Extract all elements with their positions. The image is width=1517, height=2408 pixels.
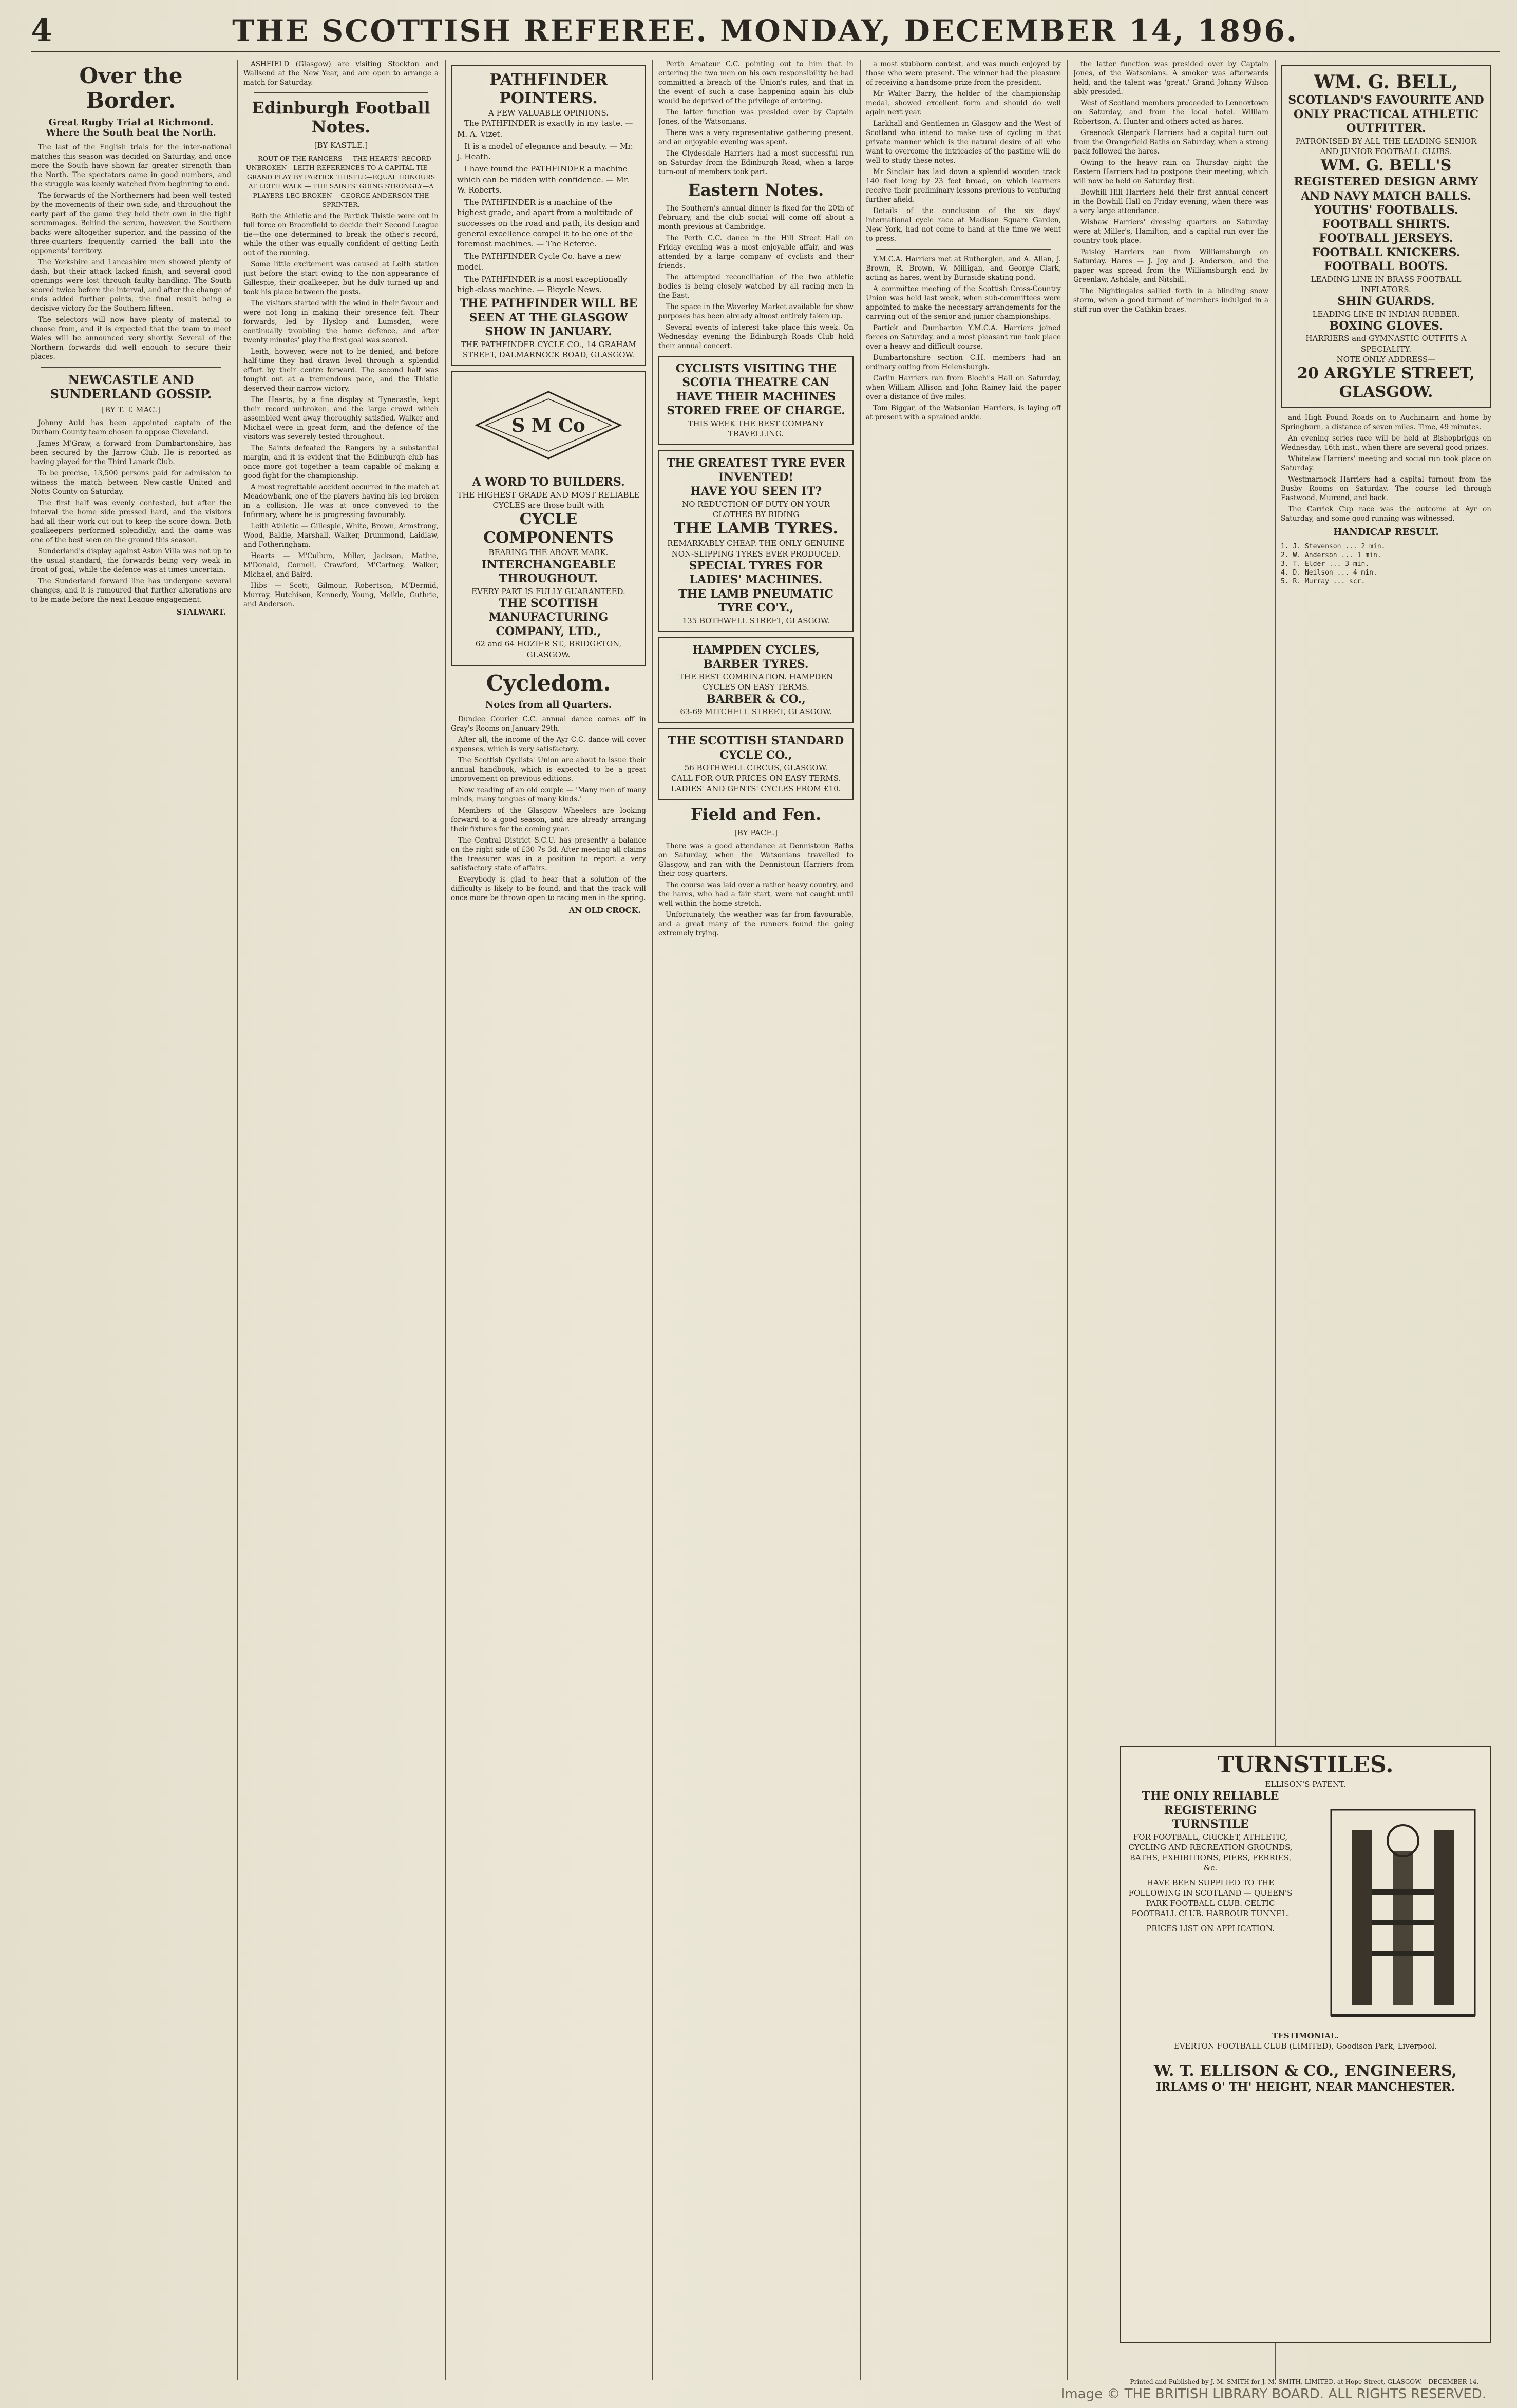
quote: It is a model of elegance and beauty. — Mr. J. Heath. (457, 141, 633, 161)
paragraph: To be precise, 13,500 persons paid for admission to witness the match between New-castle United and Notts County on Saturday. (31, 469, 231, 496)
bell-youths: YOUTHS' FOOTBALLS. (1314, 203, 1458, 217)
tyre-ladies: SPECIAL TYRES FOR LADIES' MACHINES. (689, 559, 823, 587)
bell-boxing: BOXING GLOVES. (1329, 319, 1443, 333)
paragraph: James M'Graw, a forward from Dumbartonshire, has been secured by the Jarrow Club. He is reported as having played for the Third Lanark Club. (31, 439, 231, 467)
bell-rubber: LEADING LINE IN INDIAN RUBBER. (1312, 309, 1460, 319)
paragraph: After all, the income of the Ayr C.C. dance will cover expenses, which is very satisfactory. (451, 735, 646, 753)
table-row: 1. J. Stevenson ... 2 min. (1281, 542, 1386, 550)
paragraph: Y.M.C.A. Harriers met at Rutherglen, and A. Allan, J. Brown, R. Brown, W. Milligan, and George Clark, acting as hares, went by Burnside skating pond. (866, 255, 1061, 282)
column-3 (451, 60, 646, 2380)
headline-edinburgh-notes: Edinburgh Football Notes. (252, 98, 430, 137)
paragraph: An evening series race will be held at Bishopbriggs on Wednesday, 16th inst., when there are several good prizes. (1281, 434, 1491, 452)
hampden-title: HAMPDEN CYCLES, BARBER TYRES. (692, 643, 820, 671)
paragraph: the latter function was presided over by Captain Jones, of the Watsonians. A smoker was afterwards held, and the talent was 'great.' Grand Johnny Wilson ably presided. (1073, 60, 1268, 96)
scotia-theatre-advert (658, 356, 854, 446)
tyre-desc: REMARKABLY CHEAP. THE ONLY GENUINE NON-SLIPPING TYRES EVER PRODUCED. (667, 539, 845, 559)
imprint: Printed and Published by J. M. SMITH for J. M. SMITH, LIMITED, at Hope Street, GLASGOW.—DECEMBER 14. (1130, 2378, 1479, 2385)
hampden-advert (658, 637, 854, 723)
paragraph: The latter function was presided over by Captain Jones, of the Watsonians. (658, 108, 854, 126)
bell-guards: SHIN GUARDS. (1337, 295, 1435, 309)
pathfinder-title: PATHFINDER POINTERS. (489, 71, 608, 107)
bell-name-2: WM. G. BELL'S (1320, 157, 1452, 175)
table-row: 2. W. Anderson ... 1 min. (1281, 551, 1381, 559)
hampden-sub: THE BEST COMBINATION. HAMPDEN CYCLES ON EASY TERMS. (678, 672, 833, 692)
column-4 (658, 60, 854, 2380)
turnstiles-sub: ELLISON'S PATENT. (1265, 1779, 1346, 1789)
paragraph: Dumbartonshire section C.H. members had an ordinary outing from Helensburgh. (866, 354, 1061, 371)
pathfinder-show: THE PATHFINDER WILL BE SEEN AT THE GLASGOW SHOW IN JANUARY. (459, 297, 638, 339)
bell-brass: LEADING LINE IN BRASS FOOTBALL INFLATORS. (1311, 274, 1462, 294)
standard-title: THE SCOTTISH STANDARD CYCLE CO., (668, 734, 844, 762)
testimonial-label: TESTIMONIAL. (1272, 2031, 1339, 2041)
masthead (31, 10, 1500, 53)
bell-boots: FOOTBALL BOOTS. (1324, 260, 1448, 274)
turnstiles-supplied: HAVE BEEN SUPPLIED TO THE FOLLOWING IN SCOTLAND — QUEEN'S PARK FOOTBALL CLUB. CELTIC FOOTBALL CLUB. HARBOUR TUNNEL. (1128, 1878, 1293, 1919)
bell-knickers: FOOTBALL KNICKERS. (1312, 245, 1461, 259)
smc-address: 62 and 64 HOZIER ST., BRIDGETON, GLASGOW. (475, 639, 622, 659)
headline-over-the-border: Over the Border. (79, 63, 183, 113)
divider (876, 249, 1051, 250)
bell-design: REGISTERED DESIGN ARMY AND NAVY MATCH BALLS. (1294, 175, 1478, 203)
bell-address-label: NOTE ONLY ADDRESS— (1336, 354, 1436, 364)
bell-jerseys: FOOTBALL JERSEYS. (1319, 232, 1453, 245)
paragraph: The visitors started with the wind in their favour and were not long in making their presence felt. Their forwards, led by Hyslop and Lumsden, were continually troubling the home defence, and after twenty minutes' play the first goal was scored. (243, 299, 439, 345)
paragraph: There was a very representative gathering present, and an enjoyable evening was spent. (658, 129, 854, 146)
paragraph: The Central District S.C.U. has presently a balance on the right side of £30 7s 3d. After meeting all claims the treasurer was in a position to report a very satisfactory state of affairs. (451, 836, 646, 872)
paragraph: Larkhall and Gentlemen in Glasgow and the West of Scotland who intend to make use of cycling in that private manner which is the natural desire of all who want to overcome the intricacies of the pastime will do well to study these notes. (866, 120, 1061, 165)
paragraph: The Sunderland forward line has undergone several changes, and it is rumoured that further alterations are to be made before the next League engagement. (31, 577, 231, 604)
column-5 (866, 60, 1061, 2380)
paragraph: Leith, however, were not to be denied, and before half-time they had drawn level through a splendid effort by their centre forward. The second half was fought out at a tremendous pace, and the Thistle deserved their narrow victory. (243, 347, 439, 393)
team-list: Hibs — Scott, Gilmour, Robertson, M'Dermid, Murray, Hutchison, Kennedy, Young, Meikle, Guthrie, and Anderson. (243, 581, 439, 608)
paragraph: The Scottish Cyclists' Union are about to issue their annual handbook, which is expected to be a great improvement on previous editions. (451, 756, 646, 783)
smc-mark: BEARING THE ABOVE MARK. (488, 548, 609, 558)
tyre-title: THE GREATEST TYRE EVER INVENTED! (666, 456, 846, 484)
paragraph: The last of the English trials for the inter-national matches this season was decided on Saturday, and once more the South have shown far greater strength than the North. The spectators came in good numbers, and the struggle was keenly watched from beginning to end. (31, 143, 231, 188)
quote: I have found the PATHFINDER a machine which can be ridden with confidence. — Mr. W. Roberts. (457, 164, 630, 195)
paragraph: Unfortunately, the weather was far from favourable, and a great many of the runners found the going extremely trying. (658, 910, 854, 938)
paragraph: Partick and Dumbarton Y.M.C.A. Harriers joined forces on Saturday, and a most pleasant run took place over a heavy and difficult course. (866, 324, 1061, 351)
paragraph: Dundee Courier C.C. annual dance comes off in Gray's Rooms on January 29th. (451, 715, 646, 733)
paragraph: Wishaw Harriers' dressing quarters on Saturday were at Miller's, Hamilton, and a capital run over the country took place. (1073, 218, 1268, 245)
paragraph: The forwards of the Northerners had been well tested by the movements of their own side, and throughout the early part of the game they held their own in the tight scrummages. Behind the scrum, however, the Southern backs were altogether superior, and the passing of the three-quarters frequently carried the ball into the opponents' territory. (31, 191, 231, 255)
paragraph: The Perth C.C. dance in the Hill Street Hall on Friday evening was a most enjoyable affair, and was attended by a large company of cyclists and their friends. (658, 234, 854, 270)
turnstiles-address: IRLAMS O' TH' HEIGHT, NEAR MANCHESTER. (1155, 2080, 1455, 2094)
paragraph: Members of the Glasgow Wheelers are looking forward to a good season, and are already arranging their fixtures for the coming year. (451, 806, 646, 833)
table-row: 5. R. Murray ... scr. (1281, 577, 1366, 585)
tyre-address: 135 BOTHWELL STREET, GLASGOW. (682, 616, 830, 625)
quote: The PATHFINDER is a machine of the highest grade, and apart from a multitude of successes on the road and path, its design and general excellence compel it to be one of the foremost machines. — The Referee. (457, 198, 640, 249)
paragraph: Mr Walter Barry, the holder of the championship medal, showed excellent form and should do well again next year. (866, 90, 1061, 117)
signoff: STALWART. (176, 607, 226, 617)
bell-harriers: HARRIERS and GYMNASTIC OUTFITS A SPECIALITY. (1305, 334, 1467, 354)
paragraph: The Nightingales sallied forth in a blinding snow storm, when a good turnout of members indulged in a stiff run over the Cathkin braes. (1073, 287, 1268, 314)
paragraph: Paisley Harriers ran from Williamsburgh on Saturday. Hares — J. Joy and J. Anderson, and the paper was spread from the Williamsburgh end by Greenlaw, Ashdale, and Nitshill. (1073, 248, 1268, 284)
quote: The PATHFINDER is exactly in my taste. — M. A. Vizet. (457, 119, 633, 139)
subheadline-rugby-trial: Great Rugby Trial at Richmond. Where the South beat the North. (46, 117, 216, 139)
table-row: 3. T. Elder ... 3 min. (1281, 560, 1370, 568)
smc-logo-text: S M Co (511, 415, 585, 437)
column-1 (31, 60, 231, 2380)
paragraph: The Southern's annual dinner is fixed for the 20th of February, and the club social will come off about a month previous at Cambridge. (658, 204, 854, 231)
smc-product: CYCLE COMPONENTS (483, 510, 614, 547)
divider (41, 367, 221, 368)
paragraph: Westmarnock Harriers had a capital turnout from the Busby Rooms on Saturday. The course led through Eastwood, Muirend, and back. (1281, 475, 1491, 503)
paragraph: The Carrick Cup race was the outcome at Ayr on Saturday, and some good running was witnessed. (1281, 505, 1491, 523)
byline: [BY KASTLE.] (314, 140, 368, 150)
paragraph: The Yorkshire and Lancashire men showed plenty of dash, but their attack lacked finish, and several good openings were lost through faulty handling. The South scored twice before the interval, and after the change of ends added further points, the final result being a decisive victory for the Southern fifteen. (31, 258, 231, 313)
paragraph: Perth Amateur C.C. pointing out to him that in entering the two men on his own responsibility he had committed a breach of the Union's rules, and that in the event of such a case happening again his club would be deprived of the privilege of entering. (658, 60, 854, 105)
paragraph: ASHFIELD (Glasgow) are visiting Stockton and Wallsend at the New Year, and are open to arrange a match for Saturday. (243, 60, 439, 87)
divider (254, 92, 428, 93)
paragraph: Some little excitement was caused at Leith station just before the start owing to the non-appearance of Gillespie, their goalkeeper, but he duly turned up and took his place between the posts. (243, 260, 439, 296)
turnstiles-registering: THE ONLY RELIABLE REGISTERING TURNSTILE (1142, 1789, 1279, 1831)
headline-newcastle-sunderland: NEWCASTLE AND SUNDERLAND GOSSIP. (50, 372, 212, 402)
smc-company: THE SCOTTISH MANUFACTURING COMPANY, LTD., (488, 596, 609, 638)
headline-cycledom: Cycledom. (486, 670, 611, 696)
column-rule (1067, 60, 1068, 2380)
paragraph: Several events of interest take place this week. On Wednesday evening the Edinburgh Roads Club hold their annual concert. (658, 323, 854, 350)
paragraph: The course was laid over a rather heavy country, and the hares, who had a fair start, were not caught until well within the home stretch. (658, 881, 854, 908)
paragraph: Everybody is glad to hear that a solution of the difficulty is likely to be found, and that the track will once more be thrown open to racing men in the spring. (451, 875, 646, 902)
paragraph: The selectors will now have plenty of material to choose from, and it is expected that the team to meet Wales will be announced very shortly. Several of the Northern forwards did well enough to secure their places. (31, 315, 231, 361)
paragraph: Bowhill Hill Harriers held their first annual concert in the Bowhill Hall on Friday evening, when there was a very large attendance. (1073, 188, 1268, 215)
hampden-company: BARBER & CO., (706, 692, 806, 706)
page-number: 4 (31, 13, 52, 49)
quote: The PATHFINDER is a most exceptionally high-class machine. — Bicycle News. (457, 274, 628, 294)
smc-inter: INTERCHANGEABLE THROUGHOUT. (481, 558, 616, 585)
smc-logo-icon (471, 387, 625, 464)
cyclists-ad-title: CYCLISTS VISITING THE SCOTIA THEATRE CAN HAVE THEIR MACHINES STORED FREE OF CHARGE. (667, 361, 845, 418)
column-rule (860, 60, 861, 2380)
standard-address: 56 BOTHWELL CIRCUS, GLASGOW. (684, 763, 828, 773)
subheadline-cycledom: Notes from all Quarters. (485, 699, 612, 711)
bell-name: WM. G. BELL, (1314, 71, 1458, 93)
cyclists-ad-sub: THIS WEEK THE BEST COMPANY TRAVELLING. (688, 418, 824, 439)
paragraph: There was a good attendance at Dennistoun Baths on Saturday, when the Watsonians travelled to Glasgow, and ran with the Dennistoun Harriers from their cosy quarters. (658, 842, 854, 878)
paragraph: The first half was evenly contested, but after the interval the home side pressed hard, and the visitors had all their work cut out to keep the score down. Both goalkeepers performed splendidly, and the game was one of the best seen on the ground this season. (31, 499, 231, 545)
paragraph: and High Pound Roads on to Auchinairn and home by Springburn, a distance of seven miles. Time, 49 minutes. (1281, 414, 1491, 432)
quote: The PATHFINDER Cycle Co. have a new model. (457, 252, 622, 272)
tyre-name: THE LAMB TYRES. (674, 520, 838, 538)
paragraph: Both the Athletic and the Partick Thistle were out in full force on Broomfield to decide their Second League tie—the one determined to break the other's record, while the other was equally confident of getting Leith out of the running. (243, 212, 439, 257)
smc-tagline: THE HIGHEST GRADE AND MOST RELIABLE CYCLES are those built with (457, 490, 640, 510)
paragraph: Whitelaw Harriers' meeting and social run took place on Saturday. (1281, 455, 1491, 473)
turnstiles-maker: W. T. ELLISON & CO., ENGINEERS, (1153, 2061, 1457, 2080)
paragraph: The Clydesdale Harriers had a most successful run on Saturday from the Edinburgh Road, when a large turn-out of members took part. (658, 149, 854, 176)
image-credit: Image © THE BRITISH LIBRARY BOARD. ALL RIGHTS RESERVED. (1060, 2386, 1486, 2402)
smc-word: A WORD TO BUILDERS. (472, 475, 625, 489)
standard-sub: CALL FOR OUR PRICES ON EASY TERMS. LADIES' AND GENTS' CYCLES FROM £10. (671, 773, 841, 793)
bell-advert (1281, 65, 1491, 408)
paragraph: Sunderland's display against Aston Villa was not up to the usual standard, the forwards being very weak in front of goal, while the defence was at times uncertain. (31, 547, 231, 575)
paragraph: Tom Biggar, of the Watsonian Harriers, is laying off at present with a sprained ankle. (866, 404, 1061, 422)
tyre-question: HAVE YOU SEEN IT? (690, 485, 822, 499)
column-2 (243, 60, 439, 2380)
team-list: Leith Athletic — Gillespie, White, Brown, Armstrong, Wood, Baldie, Marshall, Walker, Drummond, Laidlaw, and Fotheringham. (243, 522, 439, 549)
scottish-standard-advert (658, 728, 854, 800)
column-rule (237, 60, 238, 2380)
bell-patron: PATRONISED BY ALL THE LEADING SENIOR AND JUNIOR FOOTBALL CLUBS. (1295, 136, 1477, 156)
paragraph: Now reading of an old couple — 'Many men of many minds, many tongues of many kinds.' (451, 786, 646, 804)
paragraph: Johnny Auld has been appointed captain of the Durham County team chosen to oppose Cleveland. (31, 419, 231, 437)
handicap-result-heading: HANDICAP RESULT. (1333, 527, 1439, 538)
paragraph: West of Scotland members proceeded to Lennoxtown on Saturday, and from the local hotel. William Robertson, A. Hunter and others acted as hares. (1073, 99, 1268, 126)
smc-advert (451, 371, 646, 666)
paragraph: The attempted reconciliation of the two athletic bodies is being closely watched by all racing men in the East. (658, 273, 854, 300)
paragraph: The Hearts, by a fine display at Tynecastle, kept their record unbroken, and the large crowd which assembled went away thoroughly satisfied. Walker and Michael were in great form, and the defence of the visitors was severely tested throughout. (243, 395, 439, 441)
smc-guarantee: EVERY PART IS FULLY GUARANTEED. (471, 586, 625, 596)
bell-title: SCOTLAND'S FAVOURITE AND ONLY PRACTICAL ATHLETIC OUTFITTER. (1288, 93, 1484, 136)
paragraph: Mr Sinclair has laid down a splendid wooden track 140 feet long by 23 feet broad, on which learners receive their preliminary lessons previous to venturing further afield. (866, 168, 1061, 204)
table-row: 4. D. Neilson ... 4 min. (1281, 568, 1377, 577)
turnstiles-for: FOR FOOTBALL, CRICKET, ATHLETIC, CYCLING AND RECREATION GROUNDS, BATHS, EXHIBITIONS, PIERS, FERRIES, &c. (1128, 1832, 1293, 1873)
tyre-company: THE LAMB PNEUMATIC TYRE CO'Y., (678, 587, 833, 615)
paragraph: Greenock Glenpark Harriers had a capital turn out from the Orangefield Baths on Saturday, when a strong pack followed the hares. (1073, 129, 1268, 156)
headline-eastern-notes: Eastern Notes. (688, 180, 824, 200)
paragraph: Carlin Harriers ran from Blochi's Hall on Saturday, when William Allison and John Rainey laid the paper over a distance of five miles. (866, 374, 1061, 401)
column-rule (652, 60, 653, 2380)
byline: [BY T. T. MAC.] (102, 405, 160, 415)
hampden-address: 63-69 MITCHELL STREET, GLASGOW. (680, 707, 832, 717)
paragraph: Details of the conclusion of the six days' international cycle race at Madison Square Garden, New York, had not come to hand at the time we went to press. (866, 207, 1061, 243)
turnstiles-title: TURNSTILES. (1217, 1752, 1394, 1778)
paragraph: A most regrettable accident occurred in the match at Meadowbank, one of the players having his leg broken in a collision. He was at once conveyed to the Infirmary, where he is progressing favourably. (243, 483, 439, 519)
handicap-table (1281, 542, 1491, 586)
newspaper-title: THE SCOTTISH REFEREE. MONDAY, DECEMBER 14, 1896. (232, 13, 1298, 48)
turnstiles-advert (1120, 1746, 1491, 2343)
pathfinder-advert (451, 65, 646, 366)
paragraph: a most stubborn contest, and was much enjoyed by those who were present. The winner had the pleasure of receiving a handsome prize from the president. (866, 60, 1061, 87)
byline: [BY PACE.] (734, 828, 778, 837)
bell-address: 20 ARGYLE STREET, GLASGOW. (1297, 365, 1475, 402)
turnstiles-price: PRICES LIST ON APPLICATION. (1146, 1923, 1275, 1933)
summary: ROUT OF THE RANGERS — THE HEARTS' RECORD UNBROKEN—LEITH REFERENCES TO A CAPITAL TIE — GRAND PLAY BY PARTICK THISTLE—EQUAL HONOURS AT LEITH WALK — THE SAINTS' GOING STRONGLY—A PLAYERS LEG BROKEN— GEORGE ANDERSON THE SPRINTER. (245, 154, 437, 208)
testimonial: EVERTON FOOTBALL CLUB (LIMITED), Goodison Park, Liverpool. (1173, 2041, 1437, 2051)
paragraph: The space in the Waverley Market available for show purposes has been already almost entirely taken up. (658, 302, 854, 320)
pathfinder-subtitle: A FEW VALUABLE OPINIONS. (488, 108, 609, 118)
signoff: AN OLD CROCK. (568, 905, 641, 915)
paragraph: The Saints defeated the Rangers by a substantial margin, and it is evident that the Edinburgh club has once more got together a team capable of making a good fight for the championship. (243, 444, 439, 480)
bell-shirts: FOOTBALL SHIRTS. (1322, 217, 1450, 231)
paragraph: A committee meeting of the Scottish Cross-Country Union was held last week, when sub-committees were appointed to make the necessary arrangements for the carrying out of the senior and junior championships. (866, 285, 1061, 321)
lamb-tyre-advert (658, 450, 854, 632)
tyre-line: NO REDUCTION OF DUTY ON YOUR CLOTHES BY RIDING (682, 499, 830, 520)
pathfinder-address: THE PATHFINDER CYCLE CO., 14 GRAHAM STREET, DALMARNOCK ROAD, GLASGOW. (461, 339, 636, 359)
team-list: Hearts — M'Cullum, Miller, Jackson, Mathie, M'Donald, Connell, Crawford, M'Cartney, Walker, Michael, and Baird. (243, 551, 439, 579)
paragraph: Owing to the heavy rain on Thursday night the Eastern Harriers had to postpone their meeting, which will now be held on Saturday first. (1073, 159, 1268, 185)
column-rule (445, 60, 446, 2380)
headline-field-and-fen: Field and Fen. (690, 805, 822, 825)
turnstile-illustration-icon (1321, 1789, 1485, 2025)
